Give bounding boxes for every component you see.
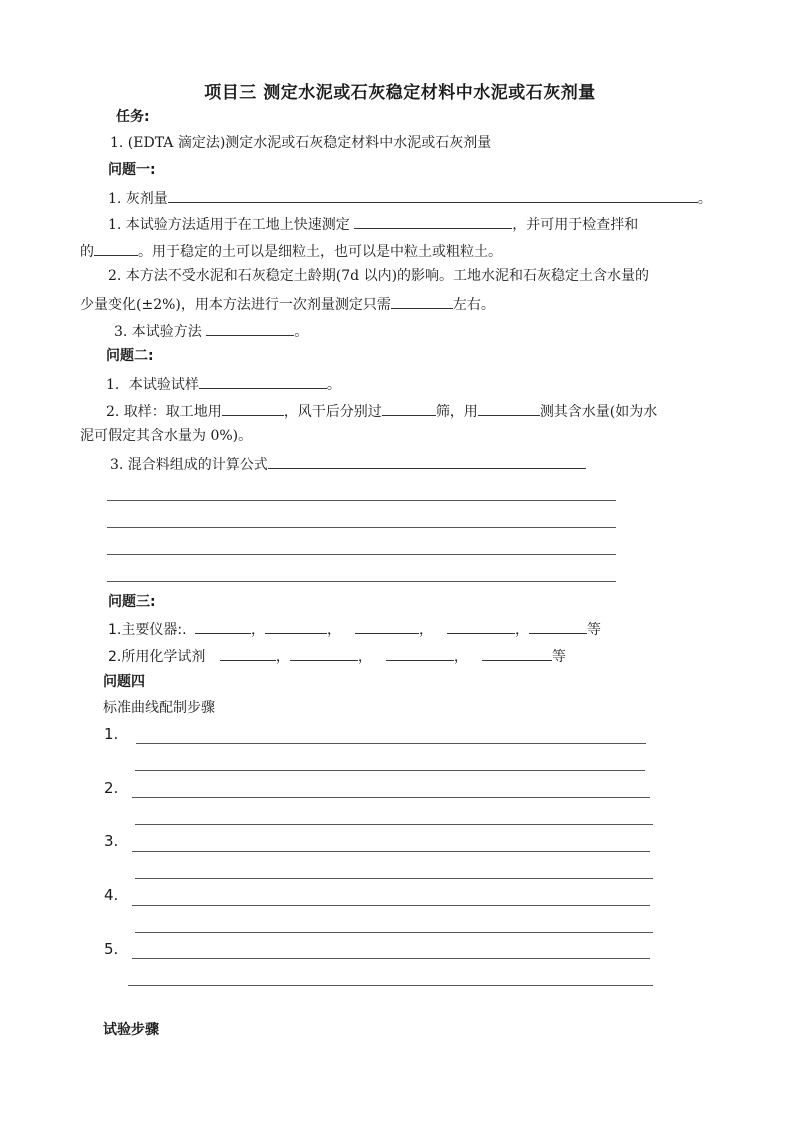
q3-blank-instrument-1[interactable] bbox=[195, 618, 251, 634]
q2-l4-prefix: 3. 混合料组成的计算公式 bbox=[110, 457, 268, 473]
step-number: 3. bbox=[104, 832, 119, 850]
q3-blank-instrument-5[interactable] bbox=[529, 618, 587, 634]
q2-blank-moisture-method[interactable] bbox=[478, 400, 540, 416]
q1-l3-prefix: 的 bbox=[80, 244, 94, 260]
q1-l1-suffix: 。 bbox=[697, 191, 712, 207]
step-number: 2. bbox=[104, 779, 119, 797]
q2-l2-c: 筛，用 bbox=[435, 404, 478, 420]
q3-heading: 问题三: bbox=[108, 594, 156, 610]
q1-line-4: 2. 本方法不受水泥和石灰稳定土龄期(7d 以内)的影响。工地水泥和石灰稳定土含水量的 bbox=[108, 268, 650, 284]
q2-l2-b: ，风干后分别过 bbox=[283, 404, 382, 420]
q1-blank-mix[interactable] bbox=[94, 240, 138, 256]
q2-line-4 bbox=[110, 453, 586, 475]
step-number: 5. bbox=[104, 940, 119, 958]
q4-subheading: 标准曲线配制步骤 bbox=[103, 700, 215, 716]
comma: ， bbox=[514, 622, 529, 638]
q1-l5-suffix: 左右。 bbox=[452, 297, 495, 313]
q2-l1-prefix: 1．本试验试样 bbox=[106, 377, 199, 393]
comma: ， bbox=[250, 622, 265, 638]
q1-l6-suffix: 。 bbox=[294, 324, 309, 340]
step-3-answer-line[interactable] bbox=[135, 878, 653, 879]
q2-l1-suffix: 。 bbox=[326, 377, 341, 393]
q2-line-3: 泥可假定其含水量为 0%)。 bbox=[80, 428, 253, 444]
q1-l5-prefix: 少量变化(±2%)，用本方法进行一次剂量测定只需 bbox=[80, 297, 391, 313]
q2-l2-a: 2. 取样：取工地用 bbox=[106, 404, 222, 420]
q1-line-3 bbox=[80, 240, 502, 262]
step-1-answer-line[interactable] bbox=[136, 743, 646, 744]
q1-line-6 bbox=[114, 320, 308, 342]
q3-blank-reagent-3[interactable] bbox=[386, 645, 454, 661]
answer-line[interactable] bbox=[107, 554, 616, 555]
q3-blank-instrument-4[interactable] bbox=[447, 618, 515, 634]
comma: ， bbox=[275, 649, 290, 665]
q1-line-1 bbox=[108, 187, 712, 209]
q3-blank-instrument-3[interactable] bbox=[355, 618, 419, 634]
q1-blank-method[interactable] bbox=[206, 320, 294, 336]
q4-heading: 问题四 bbox=[103, 674, 145, 690]
q1-l2-prefix: 1. 本试验方法适用于在工地上快速测定 bbox=[108, 217, 355, 233]
q1-l3-suffix: 。用于稳定的土可以是细粒土，也可以是中粒土或粗粒土。 bbox=[138, 244, 502, 260]
answer-line[interactable] bbox=[107, 500, 616, 501]
q1-blank-time[interactable] bbox=[391, 293, 453, 309]
comma: ， bbox=[326, 622, 341, 638]
q3-l2-prefix: 2.所用化学试剂 bbox=[108, 649, 206, 665]
step-4-answer-line[interactable] bbox=[135, 932, 653, 933]
q3-l1-suffix: 等 bbox=[586, 622, 601, 638]
comma: ， bbox=[453, 649, 468, 665]
q3-blank-reagent-1[interactable] bbox=[220, 645, 276, 661]
task-label: 任务: bbox=[116, 109, 150, 125]
q2-line-1 bbox=[106, 373, 341, 395]
q2-line-2 bbox=[106, 400, 657, 422]
q1-line-2 bbox=[108, 213, 638, 235]
step-4-answer-line[interactable] bbox=[132, 905, 650, 906]
q1-l6-prefix: 3. 本试验方法 bbox=[114, 324, 207, 340]
step-5-answer-line[interactable] bbox=[132, 958, 650, 959]
comma: ， bbox=[418, 622, 433, 638]
step-3-answer-line[interactable] bbox=[132, 851, 650, 852]
q3-blank-reagent-4[interactable] bbox=[482, 645, 552, 661]
q2-blank-formula[interactable] bbox=[268, 453, 586, 469]
step-2-answer-line[interactable] bbox=[135, 824, 653, 825]
q3-l1-prefix: 1.主要仪器:. bbox=[108, 622, 187, 638]
step-number: 4. bbox=[104, 886, 119, 904]
step-5-answer-line[interactable] bbox=[128, 985, 653, 986]
task-item: 1. (EDTA 滴定法)测定水泥或石灰稳定材料中水泥或石灰剂量 bbox=[110, 135, 492, 151]
comma: ， bbox=[357, 649, 372, 665]
q3-blank-instrument-2[interactable] bbox=[265, 618, 327, 634]
step-1-answer-line[interactable] bbox=[135, 770, 645, 771]
q2-heading: 问题二: bbox=[106, 348, 154, 364]
procedure-heading: 试验步骤 bbox=[103, 1022, 159, 1038]
q1-l1-prefix: 1. 灰剂量 bbox=[108, 191, 168, 207]
q3-l2-suffix: 等 bbox=[551, 649, 566, 665]
q1-heading: 问题一: bbox=[108, 162, 156, 178]
step-2-answer-line[interactable] bbox=[132, 797, 650, 798]
answer-line[interactable] bbox=[107, 581, 616, 582]
q2-blank-sieve[interactable] bbox=[382, 400, 436, 416]
q1-blank-quick-test[interactable] bbox=[354, 213, 512, 229]
q3-line-1 bbox=[108, 618, 601, 640]
document-title: 项目三 测定水泥或石灰稳定材料中水泥或石灰剂量 bbox=[204, 83, 596, 103]
q2-l2-d: 测其含水量(如为水 bbox=[539, 404, 658, 420]
q2-blank-sample[interactable] bbox=[199, 373, 327, 389]
q1-blank-lime-dosage[interactable] bbox=[168, 187, 698, 203]
answer-line[interactable] bbox=[107, 527, 616, 528]
q3-blank-reagent-2[interactable] bbox=[290, 645, 358, 661]
q3-line-2 bbox=[108, 645, 566, 667]
step-number: 1. bbox=[104, 725, 119, 743]
q1-line-5 bbox=[80, 293, 495, 315]
q2-blank-material[interactable] bbox=[222, 400, 284, 416]
q1-l2-suffix: ，并可用于检查拌和 bbox=[512, 217, 639, 233]
